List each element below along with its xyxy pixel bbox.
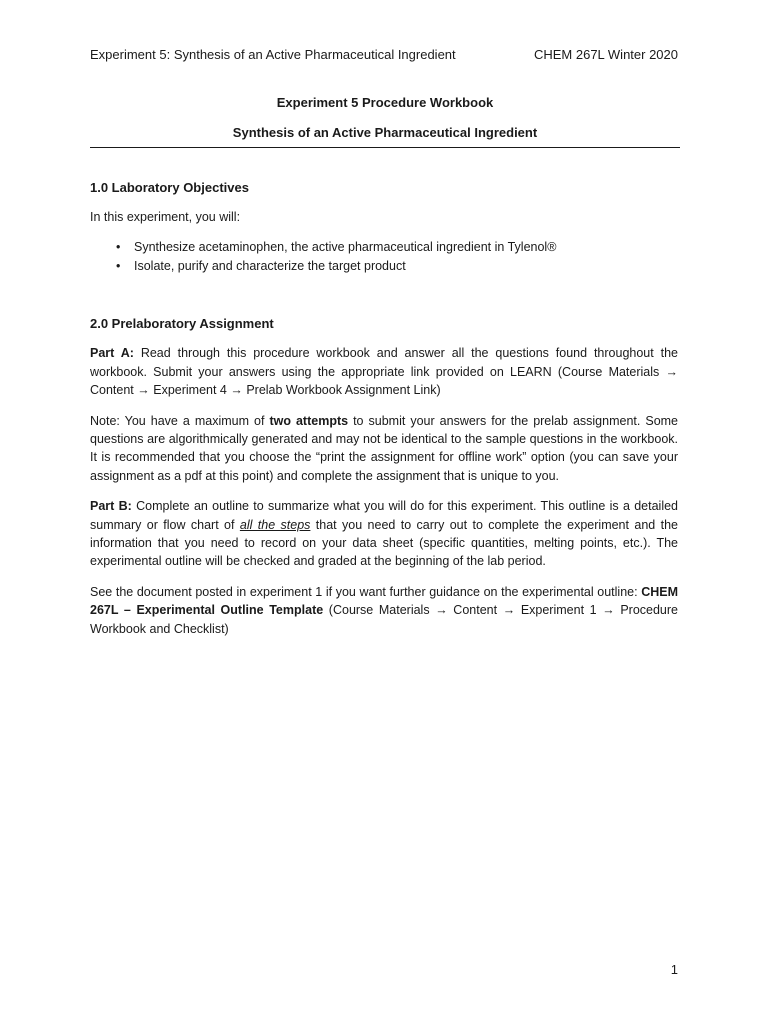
- part-a-paragraph: [90, 344, 678, 399]
- section-laboratory-objectives: [90, 179, 678, 276]
- part-a-label: Part A:: [90, 346, 134, 361]
- list-item: [90, 238, 678, 257]
- objective-text: Synthesize acetaminophen, the active pharmaceutical ingredient in Tylenol®: [134, 240, 557, 255]
- guidance-text-before: See the document posted in experiment 1 if you want further guidance on the experimental outline:: [90, 584, 642, 599]
- objective-text: Isolate, purify and characterize the target product: [134, 259, 406, 274]
- guidance-template-title: CHEM 267L – Experimental Outline Template: [90, 584, 678, 618]
- header-course-term: CHEM 267L Winter 2020: [533, 47, 678, 62]
- note-text-after: to submit your answers for the prelab assignment. Some questions are algorithmically generated and may not be identical to the sample questions in the workbook. It is recommended that you choose the “print the assignment for offline work” option (you can save your assignment as a pdf at this point) and complete the assignment that is unique to you.: [90, 413, 679, 483]
- header-experiment-title: Experiment 5: Synthesis of an Active Pharmaceutical Ingredient: [90, 47, 456, 62]
- part-b-emphasis: all the steps: [239, 517, 311, 532]
- section-prelaboratory-assignment: [90, 315, 678, 638]
- note-text-before: Note: You have a maximum of: [90, 413, 270, 428]
- bullet-glyph: •: [116, 240, 121, 255]
- list-item: [90, 257, 678, 276]
- document-body: [90, 179, 678, 638]
- part-b-text-before: Complete an outline to summarize what you will do for this experiment. This outline is a detailed summary or flow chart of: [90, 499, 679, 532]
- section-heading-prelab: 2.0 Prelaboratory Assignment: [90, 316, 274, 332]
- page-number: 1: [670, 962, 678, 977]
- document-title: Experiment 5 Procedure Workbook: [276, 95, 494, 110]
- section-heading-objectives: 1.0 Laboratory Objectives: [90, 180, 249, 195]
- document-subtitle: Synthesis of an Active Pharmaceutical Ingredient: [232, 125, 538, 140]
- part-a-text: Read through this procedure workbook and answer all the questions found throughout the workbook. Submit your answers using the appropriate link provided on LEARN (Course Materials → Content → Experiment 4 → Prelab Workbook Assignment Link): [90, 346, 678, 398]
- bullet-glyph: •: [116, 259, 121, 274]
- part-b-label: Part B:: [90, 499, 132, 514]
- note-paragraph: [90, 412, 678, 486]
- running-header: [90, 46, 678, 64]
- document-title-block: [90, 94, 680, 142]
- objectives-list: [90, 238, 678, 276]
- guidance-text-after: (Course Materials → Content → Experiment 1 → Procedure Workbook and Checklist): [90, 603, 678, 636]
- part-b-text-after: that you need to carry out to complete the experiment and the information that you need to record on your data sheet (specific quantities, melting points, etc.). The experimental outline will be checked and graded at the beginning of the lab period.: [90, 517, 678, 569]
- guidance-paragraph: [90, 583, 678, 638]
- part-b-paragraph: [90, 497, 678, 571]
- note-bold-attempts: two attempts: [269, 413, 349, 428]
- objectives-intro: In this experiment, you will:: [90, 210, 241, 224]
- title-divider: [90, 147, 680, 148]
